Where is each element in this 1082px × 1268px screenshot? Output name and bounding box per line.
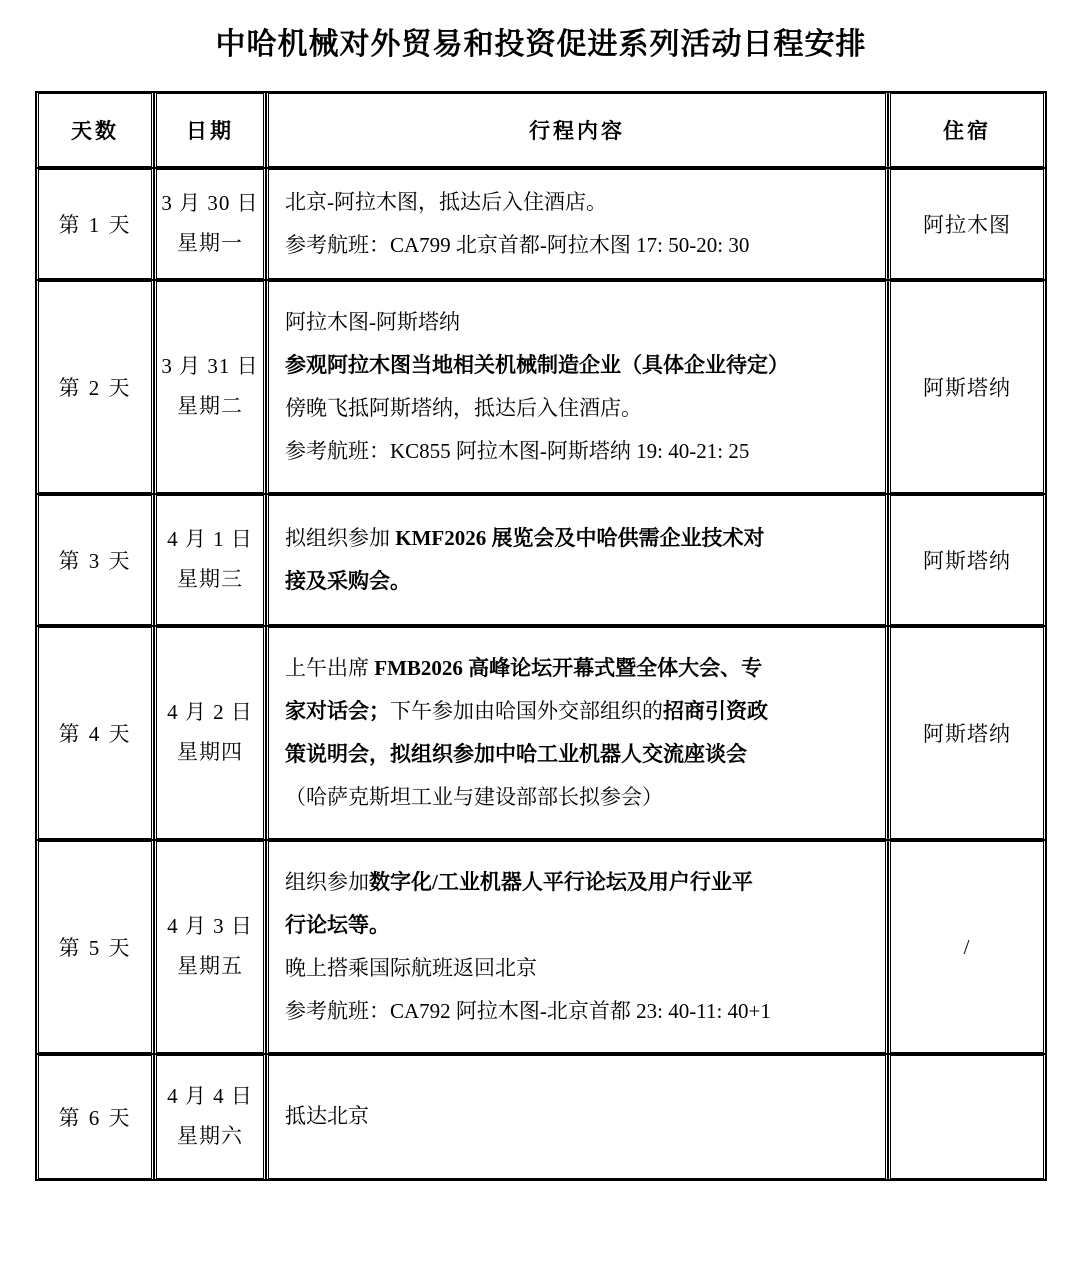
date-main: 3 月 30 日 xyxy=(161,191,259,216)
itinerary-line xyxy=(285,733,871,776)
itinerary-emphasis: FMB2026 高峰论坛开幕式暨全体大会、专 xyxy=(374,655,763,680)
itinerary-text xyxy=(269,293,885,481)
itinerary-run: 拟组织参加 xyxy=(285,525,396,550)
cell-detail xyxy=(266,626,888,840)
date-weekday: 星期三 xyxy=(177,567,243,591)
day-label: 第 4 天 xyxy=(58,722,132,746)
accommodation-label: / xyxy=(963,934,971,959)
day-label: 第 6 天 xyxy=(58,1106,132,1130)
cell-day xyxy=(36,1054,154,1180)
itinerary-run: 参考航班：CA792 阿拉木图-北京首都 23: 40-11: 40+1 xyxy=(285,999,771,1024)
itinerary-line xyxy=(285,990,871,1033)
itinerary-text xyxy=(269,1087,885,1146)
itinerary-emphasis: 招商引资政 xyxy=(663,698,768,723)
cell-date xyxy=(154,1054,266,1180)
cell-detail xyxy=(266,840,888,1054)
date-weekday: 星期四 xyxy=(177,740,243,764)
itinerary-line xyxy=(285,224,871,267)
itinerary-line xyxy=(285,517,871,560)
table-row xyxy=(36,494,1046,626)
itinerary-line xyxy=(285,301,871,344)
itinerary-line xyxy=(285,947,871,990)
cell-date xyxy=(154,168,266,280)
accommodation-label: 阿斯塔纳 xyxy=(923,376,1011,400)
cell-stay xyxy=(888,1054,1046,1180)
column-header-label: 住宿 xyxy=(943,119,991,143)
itinerary-line xyxy=(285,647,871,690)
date-weekday: 星期二 xyxy=(177,394,243,418)
cell-day xyxy=(36,494,154,626)
schedule-table xyxy=(35,91,1047,1181)
date-main: 4 月 4 日 xyxy=(167,1084,253,1109)
column-header-label: 日期 xyxy=(186,119,234,143)
cell-detail xyxy=(266,1054,888,1180)
itinerary-emphasis: 数字化/工业机器人平行论坛及用户行业平 xyxy=(369,869,753,894)
itinerary-run: （哈萨克斯坦工业与建设部部长拟参会） xyxy=(285,785,663,810)
itinerary-line xyxy=(285,904,871,947)
accommodation-label: 阿拉木图 xyxy=(923,213,1011,237)
header-cell-day xyxy=(36,92,154,168)
itinerary-emphasis: 策说明会，拟组织参加中哈工业机器人交流座谈会 xyxy=(285,742,747,766)
cell-date xyxy=(154,626,266,840)
cell-detail xyxy=(266,494,888,626)
table-row xyxy=(36,168,1046,280)
itinerary-emphasis: 参观阿拉木图当地相关机械制造企业（具体企业待定） xyxy=(285,352,789,377)
date-main: 4 月 1 日 xyxy=(167,527,253,552)
itinerary-run: 抵达北京 xyxy=(285,1104,369,1129)
itinerary-run: 组织参加 xyxy=(285,869,369,894)
itinerary-run: 北京-阿拉木图，抵达后入住酒店。 xyxy=(285,189,607,214)
cell-stay xyxy=(888,494,1046,626)
itinerary-line xyxy=(285,430,871,473)
itinerary-run: 阿拉木图-阿斯塔纳 xyxy=(285,309,460,334)
table-row xyxy=(36,1054,1046,1180)
date-weekday: 星期六 xyxy=(177,1124,243,1148)
itinerary-text xyxy=(269,639,885,827)
table-header-row xyxy=(36,92,1046,168)
date-weekday: 星期一 xyxy=(177,231,243,255)
cell-day xyxy=(36,626,154,840)
cell-stay xyxy=(888,168,1046,280)
itinerary-emphasis: 行论坛等。 xyxy=(285,912,390,937)
itinerary-emphasis: 接及采购会。 xyxy=(285,569,411,593)
itinerary-text xyxy=(269,853,885,1041)
table-row xyxy=(36,280,1046,494)
column-header-label: 行程内容 xyxy=(529,119,625,143)
date-main: 3 月 31 日 xyxy=(161,354,259,379)
itinerary-run: 上午出席 xyxy=(285,655,375,680)
schedule-table-container xyxy=(35,71,1047,1181)
accommodation-label: 阿斯塔纳 xyxy=(923,722,1011,746)
header-cell-date xyxy=(154,92,266,168)
cell-day xyxy=(36,280,154,494)
date-main: 4 月 2 日 xyxy=(167,700,253,725)
itinerary-emphasis: KMF2026 展览会及中哈供需企业技术对 xyxy=(395,525,765,550)
itinerary-text xyxy=(269,173,885,275)
itinerary-line xyxy=(285,344,871,387)
table-row xyxy=(36,840,1046,1054)
itinerary-emphasis: 家对话会； xyxy=(285,698,390,723)
column-header-label: 天数 xyxy=(71,119,119,143)
itinerary-run: 参考航班：CA799 北京首都-阿拉木图 17: 50-20: 30 xyxy=(285,233,750,257)
itinerary-run: 下午参加由哈国外交部组织的 xyxy=(390,698,663,723)
itinerary-line xyxy=(285,776,871,819)
table-row xyxy=(36,626,1046,840)
itinerary-run: 参考航班：KC855 阿拉木图-阿斯塔纳 19: 40-21: 25 xyxy=(285,439,750,464)
itinerary-line xyxy=(285,181,871,224)
cell-detail xyxy=(266,168,888,280)
itinerary-line xyxy=(285,387,871,430)
date-weekday: 星期五 xyxy=(177,954,243,978)
cell-date xyxy=(154,494,266,626)
cell-date xyxy=(154,280,266,494)
cell-day xyxy=(36,168,154,280)
cell-stay xyxy=(888,626,1046,840)
header-cell-detail xyxy=(266,92,888,168)
cell-day xyxy=(36,840,154,1054)
schedule-table-body xyxy=(36,92,1046,1180)
day-label: 第 5 天 xyxy=(58,936,132,960)
accommodation-label: 阿斯塔纳 xyxy=(923,549,1011,573)
itinerary-run: 晚上搭乘国际航班返回北京 xyxy=(285,956,537,980)
page-title: 中哈机械对外贸易和投资促进系列活动日程安排 xyxy=(215,28,867,61)
day-label: 第 1 天 xyxy=(58,213,132,237)
header-cell-stay xyxy=(888,92,1046,168)
day-label: 第 3 天 xyxy=(58,549,132,573)
cell-stay xyxy=(888,280,1046,494)
itinerary-text xyxy=(269,509,885,611)
cell-date xyxy=(154,840,266,1054)
itinerary-line xyxy=(285,1095,871,1138)
cell-detail xyxy=(266,280,888,494)
day-label: 第 2 天 xyxy=(58,376,132,400)
itinerary-line xyxy=(285,690,871,733)
cell-stay xyxy=(888,840,1046,1054)
itinerary-line xyxy=(285,861,871,904)
itinerary-run: 傍晚飞抵阿斯塔纳，抵达后入住酒店。 xyxy=(285,396,642,420)
itinerary-line xyxy=(285,560,871,603)
date-main: 4 月 3 日 xyxy=(167,914,253,939)
